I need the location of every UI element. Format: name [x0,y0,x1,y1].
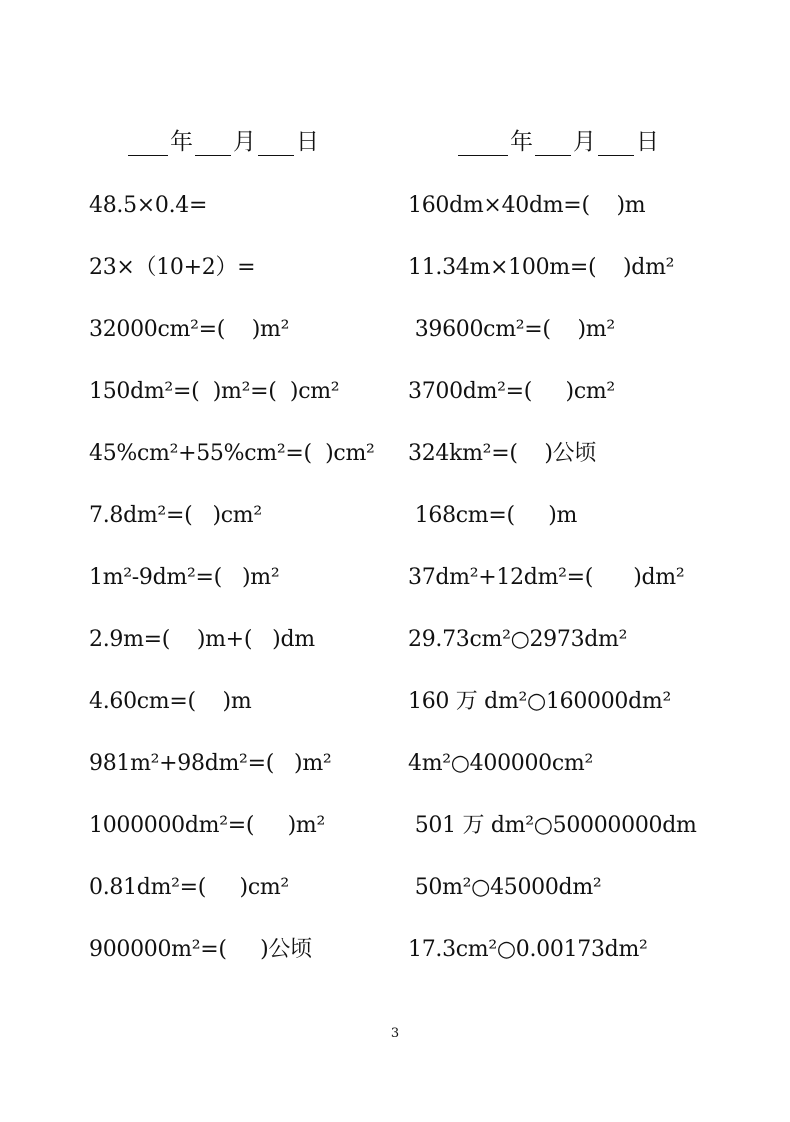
year-label: 年 [170,129,193,155]
problem-item: 3700dm²=( )cm² [408,379,615,404]
left-problem-column [89,190,375,996]
date-header-left [128,128,321,156]
problem-item: 11.34m×100m=( )dm² [408,255,675,280]
month-blank[interactable] [195,129,231,156]
year-blank[interactable] [128,129,168,156]
problem-item: 0.81dm²=( )cm² [89,875,289,900]
problem-item: 981m²+98dm²=( )m² [89,751,332,776]
month-label: 月 [233,129,256,155]
problem-item: 32000cm²=( )m² [89,317,290,342]
day-label: 日 [636,129,659,155]
problem-item: 48.5×0.4= [89,193,208,218]
year-label: 年 [510,129,533,155]
problem-item: 900000m²=( )公顷 [89,937,312,962]
page-number: 3 [390,1026,400,1041]
problem-item: 501 万 dm²○50000000dm [408,813,697,838]
day-blank[interactable] [598,129,634,156]
day-blank[interactable] [258,129,294,156]
problem-item: 29.73cm²○2973dm² [408,627,628,652]
day-label: 日 [296,129,319,155]
problem-item: 39600cm²=( )m² [408,317,615,342]
problem-item: 23×（10+2）= [89,255,256,280]
problem-item: 50m²○45000dm² [408,875,602,900]
problem-item: 17.3cm²○0.00173dm² [408,937,648,962]
right-problem-column [408,190,697,996]
problem-item: 4.60cm=( )m [89,689,252,714]
problem-item: 45%cm²+55%cm²=( )cm² [89,441,375,466]
problem-item: 1m²-9dm²=( )m² [89,565,280,590]
problem-item: 1000000dm²=( )m² [89,813,325,838]
problem-item: 168cm=( )m [408,503,578,528]
problem-item: 4m²○400000cm² [408,751,593,776]
problem-item: 150dm²=( )m²=( )cm² [89,379,340,404]
problem-item: 160dm×40dm=( )m [408,193,646,218]
problem-item: 37dm²+12dm²=( )dm² [408,565,685,590]
problem-item: 324km²=( )公顷 [408,441,597,466]
problem-item: 160 万 dm²○160000dm² [408,689,671,714]
month-blank[interactable] [535,129,571,156]
problem-item: 2.9m=( )m+( )dm [89,627,315,652]
problem-item: 7.8dm²=( )cm² [89,503,262,528]
month-label: 月 [573,129,596,155]
date-header-right [458,128,661,156]
year-blank[interactable] [458,129,508,156]
